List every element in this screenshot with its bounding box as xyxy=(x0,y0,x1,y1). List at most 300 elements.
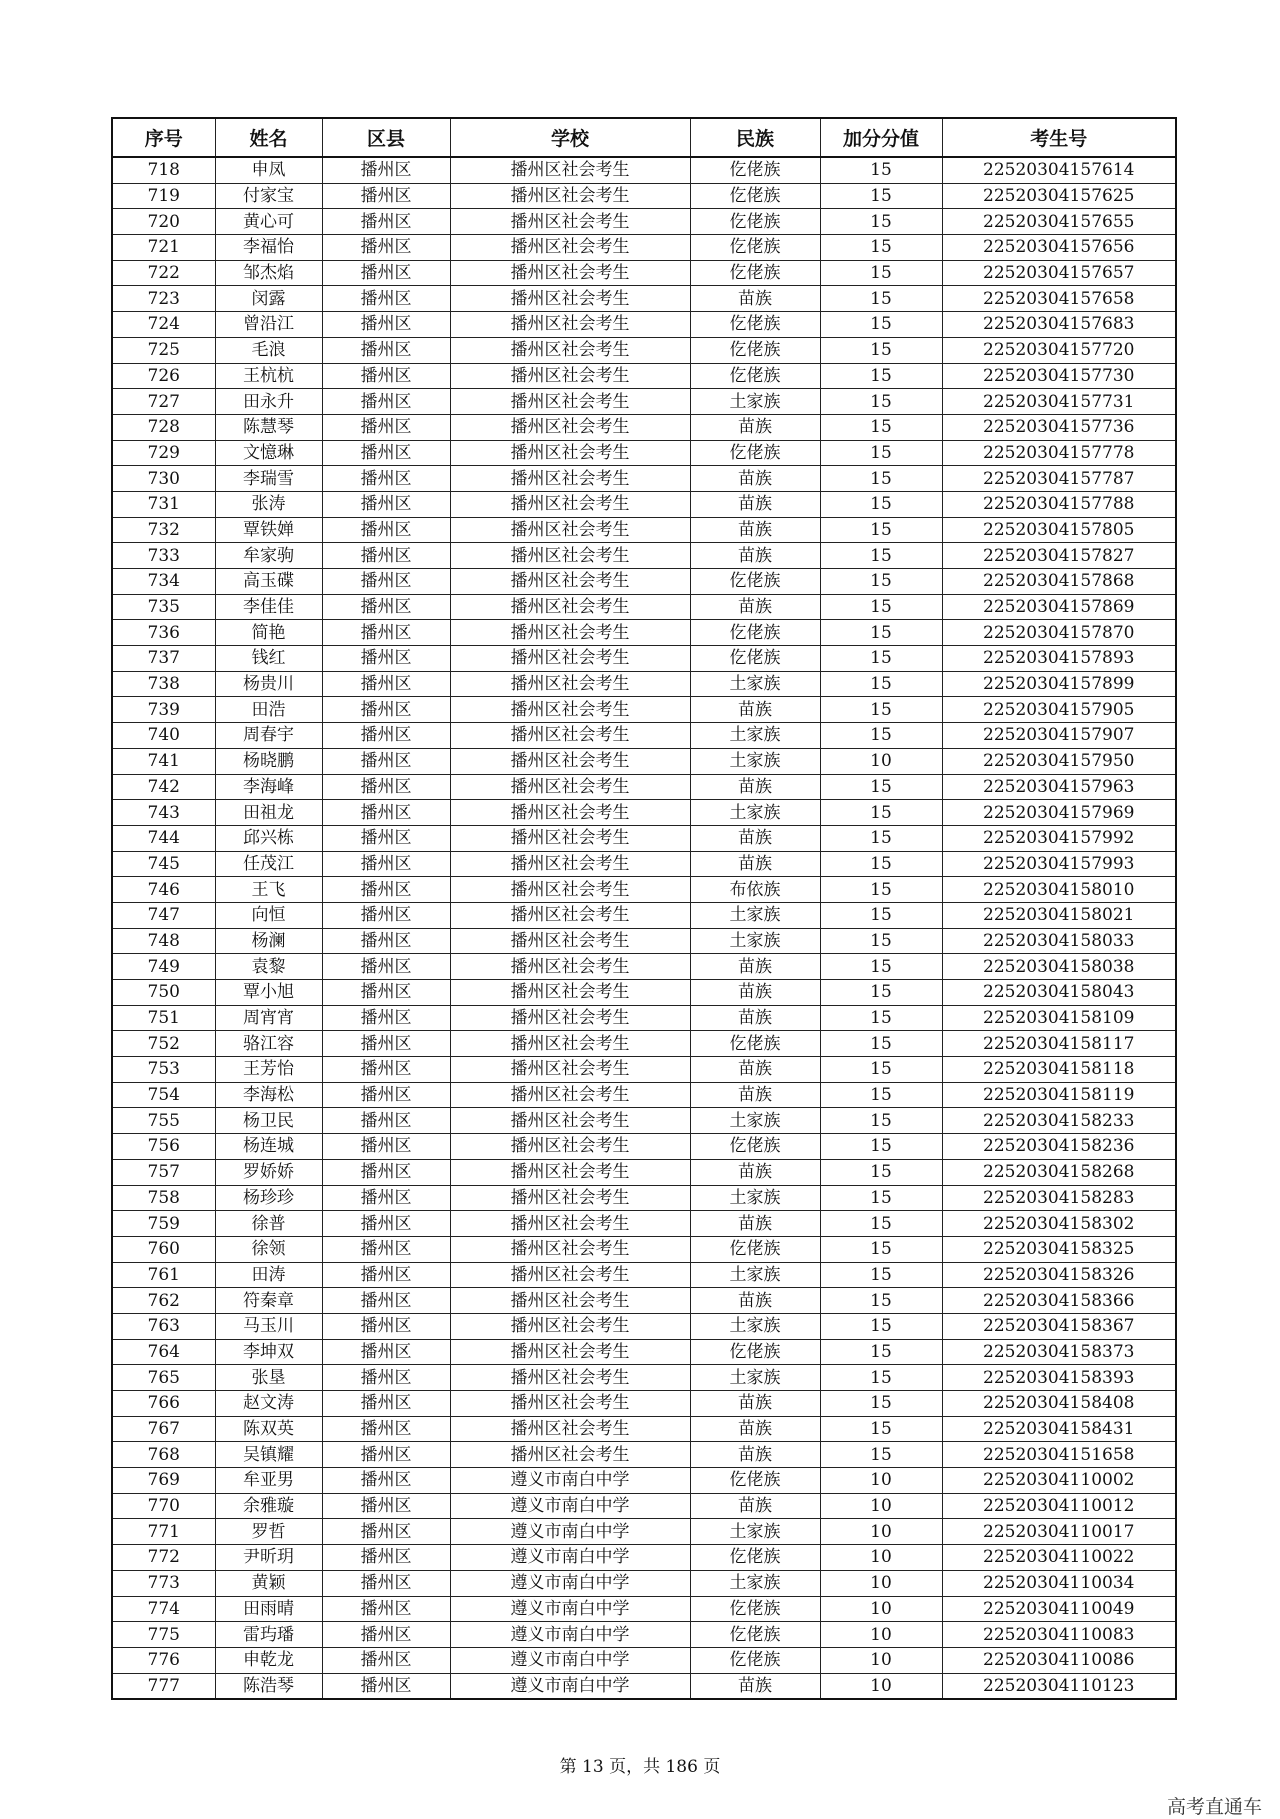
table-row xyxy=(112,954,1176,980)
cell-school: 播州区社会考生 xyxy=(450,620,690,646)
cell-exam-id: 22520304158021 xyxy=(942,902,1176,928)
cell-district: 播州区 xyxy=(322,1442,450,1468)
table-row xyxy=(112,1596,1176,1622)
cell-exam-id: 22520304158038 xyxy=(942,954,1176,980)
cell-ethnicity: 仡佬族 xyxy=(690,569,820,595)
cell-school: 播州区社会考生 xyxy=(450,517,690,543)
cell-serial: 749 xyxy=(112,954,215,980)
cell-serial: 777 xyxy=(112,1673,215,1699)
cell-exam-id: 22520304158325 xyxy=(942,1236,1176,1262)
cell-school: 播州区社会考生 xyxy=(450,723,690,749)
cell-exam-id: 22520304158236 xyxy=(942,1134,1176,1160)
cell-ethnicity: 仡佬族 xyxy=(690,260,820,286)
cell-serial: 773 xyxy=(112,1570,215,1596)
cell-district: 播州区 xyxy=(322,697,450,723)
cell-name: 任茂江 xyxy=(215,851,322,877)
cell-bonus: 15 xyxy=(820,774,942,800)
cell-school: 播州区社会考生 xyxy=(450,543,690,569)
cell-bonus: 15 xyxy=(820,543,942,569)
cell-school: 播州区社会考生 xyxy=(450,1108,690,1134)
cell-school: 遵义市南白中学 xyxy=(450,1570,690,1596)
cell-bonus: 15 xyxy=(820,569,942,595)
cell-school: 播州区社会考生 xyxy=(450,1313,690,1339)
cell-school: 遵义市南白中学 xyxy=(450,1673,690,1699)
cell-school: 播州区社会考生 xyxy=(450,825,690,851)
cell-district: 播州区 xyxy=(322,825,450,851)
col-header-name: 姓名 xyxy=(215,118,322,157)
cell-exam-id: 22520304157805 xyxy=(942,517,1176,543)
cell-district: 播州区 xyxy=(322,440,450,466)
cell-serial: 718 xyxy=(112,157,215,183)
cell-district: 播州区 xyxy=(322,209,450,235)
cell-district: 播州区 xyxy=(322,1570,450,1596)
cell-district: 播州区 xyxy=(322,1339,450,1365)
cell-ethnicity: 苗族 xyxy=(690,517,820,543)
cell-bonus: 10 xyxy=(820,1673,942,1699)
cell-school: 播州区社会考生 xyxy=(450,1185,690,1211)
cell-name: 钱红 xyxy=(215,646,322,672)
cell-school: 播州区社会考生 xyxy=(450,466,690,492)
cell-district: 播州区 xyxy=(322,1468,450,1494)
cell-name: 吴镇耀 xyxy=(215,1442,322,1468)
cell-serial: 731 xyxy=(112,491,215,517)
table-row xyxy=(112,312,1176,338)
cell-ethnicity: 苗族 xyxy=(690,697,820,723)
table-row xyxy=(112,389,1176,415)
cell-serial: 727 xyxy=(112,389,215,415)
cell-district: 播州区 xyxy=(322,800,450,826)
cell-exam-id: 22520304110123 xyxy=(942,1673,1176,1699)
cell-serial: 737 xyxy=(112,646,215,672)
cell-district: 播州区 xyxy=(322,620,450,646)
cell-district: 播州区 xyxy=(322,1391,450,1417)
cell-name: 李瑞雪 xyxy=(215,466,322,492)
cell-district: 播州区 xyxy=(322,902,450,928)
cell-district: 播州区 xyxy=(322,260,450,286)
cell-exam-id: 22520304157655 xyxy=(942,209,1176,235)
cell-school: 播州区社会考生 xyxy=(450,363,690,389)
cell-exam-id: 22520304158283 xyxy=(942,1185,1176,1211)
cell-serial: 750 xyxy=(112,980,215,1006)
cell-ethnicity: 仡佬族 xyxy=(690,337,820,363)
table-row xyxy=(112,1057,1176,1083)
cell-ethnicity: 仡佬族 xyxy=(690,235,820,261)
cell-exam-id: 22520304157963 xyxy=(942,774,1176,800)
table-row xyxy=(112,800,1176,826)
cell-district: 播州区 xyxy=(322,1365,450,1391)
cell-ethnicity: 仡佬族 xyxy=(690,1622,820,1648)
cell-exam-id: 22520304158268 xyxy=(942,1159,1176,1185)
cell-name: 闵露 xyxy=(215,286,322,312)
cell-ethnicity: 苗族 xyxy=(690,1159,820,1185)
cell-serial: 768 xyxy=(112,1442,215,1468)
cell-exam-id: 22520304158393 xyxy=(942,1365,1176,1391)
cell-bonus: 15 xyxy=(820,260,942,286)
table-row xyxy=(112,1288,1176,1314)
cell-exam-id: 22520304158431 xyxy=(942,1416,1176,1442)
cell-bonus: 15 xyxy=(820,517,942,543)
cell-bonus: 15 xyxy=(820,440,942,466)
cell-serial: 745 xyxy=(112,851,215,877)
table-row xyxy=(112,337,1176,363)
cell-bonus: 15 xyxy=(820,1365,942,1391)
cell-exam-id: 22520304110034 xyxy=(942,1570,1176,1596)
cell-exam-id: 22520304157899 xyxy=(942,671,1176,697)
cell-ethnicity: 布依族 xyxy=(690,877,820,903)
cell-exam-id: 22520304158117 xyxy=(942,1031,1176,1057)
cell-ethnicity: 土家族 xyxy=(690,723,820,749)
cell-exam-id: 22520304157656 xyxy=(942,235,1176,261)
cell-school: 播州区社会考生 xyxy=(450,594,690,620)
cell-ethnicity: 苗族 xyxy=(690,774,820,800)
cell-ethnicity: 苗族 xyxy=(690,980,820,1006)
cell-bonus: 10 xyxy=(820,1493,942,1519)
cell-serial: 758 xyxy=(112,1185,215,1211)
cell-name: 陈双英 xyxy=(215,1416,322,1442)
cell-name: 邱兴栋 xyxy=(215,825,322,851)
cell-district: 播州区 xyxy=(322,1416,450,1442)
cell-exam-id: 22520304158367 xyxy=(942,1313,1176,1339)
cell-ethnicity: 苗族 xyxy=(690,491,820,517)
cell-district: 播州区 xyxy=(322,569,450,595)
cell-school: 播州区社会考生 xyxy=(450,1057,690,1083)
cell-district: 播州区 xyxy=(322,646,450,672)
cell-exam-id: 22520304157905 xyxy=(942,697,1176,723)
cell-school: 播州区社会考生 xyxy=(450,928,690,954)
cell-serial: 739 xyxy=(112,697,215,723)
cell-ethnicity: 苗族 xyxy=(690,594,820,620)
cell-name: 雷玙璠 xyxy=(215,1622,322,1648)
cell-district: 播州区 xyxy=(322,1031,450,1057)
cell-ethnicity: 土家族 xyxy=(690,1313,820,1339)
cell-district: 播州区 xyxy=(322,1493,450,1519)
cell-exam-id: 22520304110002 xyxy=(942,1468,1176,1494)
cell-bonus: 10 xyxy=(820,1519,942,1545)
cell-bonus: 15 xyxy=(820,1416,942,1442)
cell-name: 李福怡 xyxy=(215,235,322,261)
cell-ethnicity: 苗族 xyxy=(690,1673,820,1699)
cell-bonus: 15 xyxy=(820,594,942,620)
cell-bonus: 15 xyxy=(820,980,942,1006)
cell-name: 田祖龙 xyxy=(215,800,322,826)
cell-name: 罗哲 xyxy=(215,1519,322,1545)
cell-bonus: 15 xyxy=(820,1236,942,1262)
cell-district: 播州区 xyxy=(322,1211,450,1237)
cell-ethnicity: 仡佬族 xyxy=(690,440,820,466)
table-row xyxy=(112,594,1176,620)
cell-bonus: 10 xyxy=(820,1622,942,1648)
cell-school: 播州区社会考生 xyxy=(450,1365,690,1391)
cell-bonus: 10 xyxy=(820,1647,942,1673)
cell-exam-id: 22520304157787 xyxy=(942,466,1176,492)
cell-district: 播州区 xyxy=(322,491,450,517)
cell-serial: 762 xyxy=(112,1288,215,1314)
cell-ethnicity: 仡佬族 xyxy=(690,1647,820,1673)
cell-serial: 725 xyxy=(112,337,215,363)
cell-name: 王杭杭 xyxy=(215,363,322,389)
cell-ethnicity: 仡佬族 xyxy=(690,209,820,235)
cell-bonus: 15 xyxy=(820,1057,942,1083)
cell-ethnicity: 土家族 xyxy=(690,748,820,774)
cell-name: 余雅璇 xyxy=(215,1493,322,1519)
cell-bonus: 15 xyxy=(820,389,942,415)
table-row xyxy=(112,1262,1176,1288)
cell-district: 播州区 xyxy=(322,723,450,749)
cell-exam-id: 22520304157625 xyxy=(942,183,1176,209)
cell-ethnicity: 苗族 xyxy=(690,1211,820,1237)
cell-serial: 723 xyxy=(112,286,215,312)
cell-exam-id: 22520304157969 xyxy=(942,800,1176,826)
cell-serial: 722 xyxy=(112,260,215,286)
cell-name: 覃铁婵 xyxy=(215,517,322,543)
table-row xyxy=(112,1673,1176,1699)
cell-exam-id: 22520304157907 xyxy=(942,723,1176,749)
cell-name: 杨晓鹏 xyxy=(215,748,322,774)
cell-district: 播州区 xyxy=(322,954,450,980)
table-row xyxy=(112,1313,1176,1339)
table-row xyxy=(112,1339,1176,1365)
cell-school: 遵义市南白中学 xyxy=(450,1647,690,1673)
cell-serial: 765 xyxy=(112,1365,215,1391)
cell-school: 播州区社会考生 xyxy=(450,851,690,877)
cell-ethnicity: 仡佬族 xyxy=(690,363,820,389)
table-row xyxy=(112,723,1176,749)
cell-serial: 736 xyxy=(112,620,215,646)
table-row xyxy=(112,1365,1176,1391)
cell-name: 田浩 xyxy=(215,697,322,723)
table-row xyxy=(112,1493,1176,1519)
cell-serial: 753 xyxy=(112,1057,215,1083)
cell-district: 播州区 xyxy=(322,671,450,697)
cell-bonus: 15 xyxy=(820,466,942,492)
table-row xyxy=(112,543,1176,569)
cell-school: 播州区社会考生 xyxy=(450,697,690,723)
cell-name: 符秦章 xyxy=(215,1288,322,1314)
cell-school: 播州区社会考生 xyxy=(450,1391,690,1417)
cell-school: 播州区社会考生 xyxy=(450,209,690,235)
cell-bonus: 15 xyxy=(820,1134,942,1160)
cell-serial: 741 xyxy=(112,748,215,774)
cell-ethnicity: 仡佬族 xyxy=(690,1468,820,1494)
cell-bonus: 10 xyxy=(820,1596,942,1622)
cell-school: 播州区社会考生 xyxy=(450,235,690,261)
cell-exam-id: 22520304110012 xyxy=(942,1493,1176,1519)
cell-serial: 747 xyxy=(112,902,215,928)
cell-district: 播州区 xyxy=(322,312,450,338)
table-row xyxy=(112,157,1176,183)
cell-serial: 766 xyxy=(112,1391,215,1417)
cell-ethnicity: 苗族 xyxy=(690,466,820,492)
cell-ethnicity: 土家族 xyxy=(690,1108,820,1134)
cell-school: 播州区社会考生 xyxy=(450,1005,690,1031)
cell-school: 播州区社会考生 xyxy=(450,980,690,1006)
cell-school: 播州区社会考生 xyxy=(450,1211,690,1237)
table-row xyxy=(112,183,1176,209)
cell-name: 田雨晴 xyxy=(215,1596,322,1622)
cell-exam-id: 22520304158010 xyxy=(942,877,1176,903)
cell-exam-id: 22520304157736 xyxy=(942,414,1176,440)
table-row xyxy=(112,1005,1176,1031)
cell-ethnicity: 苗族 xyxy=(690,286,820,312)
cell-name: 周宵宵 xyxy=(215,1005,322,1031)
cell-ethnicity: 苗族 xyxy=(690,1493,820,1519)
cell-serial: 742 xyxy=(112,774,215,800)
cell-name: 马玉川 xyxy=(215,1313,322,1339)
cell-name: 杨卫民 xyxy=(215,1108,322,1134)
cell-district: 播州区 xyxy=(322,1622,450,1648)
cell-bonus: 15 xyxy=(820,235,942,261)
cell-district: 播州区 xyxy=(322,414,450,440)
cell-district: 播州区 xyxy=(322,774,450,800)
cell-name: 李海峰 xyxy=(215,774,322,800)
cell-bonus: 10 xyxy=(820,748,942,774)
cell-name: 罗娇娇 xyxy=(215,1159,322,1185)
cell-ethnicity: 土家族 xyxy=(690,1365,820,1391)
table-row xyxy=(112,1416,1176,1442)
cell-serial: 733 xyxy=(112,543,215,569)
table-row xyxy=(112,1031,1176,1057)
cell-school: 播州区社会考生 xyxy=(450,774,690,800)
cell-school: 播州区社会考生 xyxy=(450,260,690,286)
cell-district: 播州区 xyxy=(322,877,450,903)
cell-school: 播州区社会考生 xyxy=(450,389,690,415)
cell-serial: 724 xyxy=(112,312,215,338)
cell-bonus: 15 xyxy=(820,157,942,183)
table-row xyxy=(112,980,1176,1006)
col-header-district: 区县 xyxy=(322,118,450,157)
cell-serial: 735 xyxy=(112,594,215,620)
cell-ethnicity: 仡佬族 xyxy=(690,1545,820,1571)
cell-bonus: 15 xyxy=(820,183,942,209)
cell-ethnicity: 苗族 xyxy=(690,825,820,851)
table-row xyxy=(112,209,1176,235)
cell-district: 播州区 xyxy=(322,1057,450,1083)
cell-bonus: 15 xyxy=(820,697,942,723)
table-row xyxy=(112,414,1176,440)
cell-bonus: 15 xyxy=(820,1339,942,1365)
cell-ethnicity: 苗族 xyxy=(690,543,820,569)
cell-exam-id: 22520304158366 xyxy=(942,1288,1176,1314)
table-row xyxy=(112,260,1176,286)
cell-bonus: 15 xyxy=(820,1159,942,1185)
cell-district: 播州区 xyxy=(322,1288,450,1314)
table-row xyxy=(112,1108,1176,1134)
cell-name: 徐普 xyxy=(215,1211,322,1237)
cell-ethnicity: 苗族 xyxy=(690,1288,820,1314)
cell-school: 播州区社会考生 xyxy=(450,1031,690,1057)
table-row xyxy=(112,491,1176,517)
cell-bonus: 15 xyxy=(820,209,942,235)
cell-serial: 757 xyxy=(112,1159,215,1185)
cell-serial: 767 xyxy=(112,1416,215,1442)
cell-name: 牟家驹 xyxy=(215,543,322,569)
cell-bonus: 10 xyxy=(820,1468,942,1494)
cell-bonus: 15 xyxy=(820,851,942,877)
cell-name: 陈慧琴 xyxy=(215,414,322,440)
cell-ethnicity: 仡佬族 xyxy=(690,183,820,209)
cell-school: 播州区社会考生 xyxy=(450,491,690,517)
cell-exam-id: 22520304157827 xyxy=(942,543,1176,569)
cell-exam-id: 22520304110086 xyxy=(942,1647,1176,1673)
cell-name: 李海松 xyxy=(215,1082,322,1108)
cell-ethnicity: 仡佬族 xyxy=(690,157,820,183)
cell-serial: 743 xyxy=(112,800,215,826)
cell-name: 曾沿江 xyxy=(215,312,322,338)
cell-exam-id: 22520304110022 xyxy=(942,1545,1176,1571)
cell-district: 播州区 xyxy=(322,1005,450,1031)
cell-district: 播州区 xyxy=(322,1262,450,1288)
cell-name: 王芳怡 xyxy=(215,1057,322,1083)
watermark-text: 高考直通车 xyxy=(1166,1796,1262,1818)
cell-ethnicity: 仡佬族 xyxy=(690,1134,820,1160)
table-row xyxy=(112,1570,1176,1596)
cell-serial: 756 xyxy=(112,1134,215,1160)
cell-exam-id: 22520304157778 xyxy=(942,440,1176,466)
cell-name: 文憶琳 xyxy=(215,440,322,466)
cell-school: 播州区社会考生 xyxy=(450,877,690,903)
cell-exam-id: 22520304157614 xyxy=(942,157,1176,183)
cell-exam-id: 22520304157950 xyxy=(942,748,1176,774)
cell-ethnicity: 仡佬族 xyxy=(690,312,820,338)
cell-school: 播州区社会考生 xyxy=(450,671,690,697)
cell-ethnicity: 仡佬族 xyxy=(690,620,820,646)
cell-serial: 776 xyxy=(112,1647,215,1673)
cell-district: 播州区 xyxy=(322,1673,450,1699)
cell-exam-id: 22520304158373 xyxy=(942,1339,1176,1365)
col-header-serial: 序号 xyxy=(112,118,215,157)
cell-exam-id: 22520304157657 xyxy=(942,260,1176,286)
table-row xyxy=(112,851,1176,877)
cell-district: 播州区 xyxy=(322,157,450,183)
cell-serial: 748 xyxy=(112,928,215,954)
cell-bonus: 15 xyxy=(820,1442,942,1468)
table-row xyxy=(112,748,1176,774)
cell-district: 播州区 xyxy=(322,1134,450,1160)
cell-district: 播州区 xyxy=(322,286,450,312)
cell-district: 播州区 xyxy=(322,594,450,620)
cell-district: 播州区 xyxy=(322,928,450,954)
cell-ethnicity: 苗族 xyxy=(690,1442,820,1468)
table-row xyxy=(112,928,1176,954)
table-row xyxy=(112,286,1176,312)
cell-school: 播州区社会考生 xyxy=(450,646,690,672)
cell-name: 李佳佳 xyxy=(215,594,322,620)
table-row xyxy=(112,1185,1176,1211)
cell-school: 播州区社会考生 xyxy=(450,800,690,826)
cell-exam-id: 22520304157683 xyxy=(942,312,1176,338)
cell-school: 播州区社会考生 xyxy=(450,1082,690,1108)
cell-exam-id: 22520304110049 xyxy=(942,1596,1176,1622)
cell-name: 尹昕玥 xyxy=(215,1545,322,1571)
table-body xyxy=(112,157,1176,1699)
cell-ethnicity: 仡佬族 xyxy=(690,1031,820,1057)
cell-bonus: 15 xyxy=(820,491,942,517)
cell-district: 播州区 xyxy=(322,1236,450,1262)
cell-serial: 752 xyxy=(112,1031,215,1057)
cell-bonus: 15 xyxy=(820,825,942,851)
table-row xyxy=(112,774,1176,800)
cell-name: 杨贵川 xyxy=(215,671,322,697)
cell-name: 杨连城 xyxy=(215,1134,322,1160)
cell-serial: 740 xyxy=(112,723,215,749)
cell-serial: 720 xyxy=(112,209,215,235)
cell-exam-id: 22520304157869 xyxy=(942,594,1176,620)
cell-serial: 774 xyxy=(112,1596,215,1622)
cell-serial: 719 xyxy=(112,183,215,209)
cell-bonus: 10 xyxy=(820,1570,942,1596)
cell-name: 黄颖 xyxy=(215,1570,322,1596)
cell-exam-id: 22520304157868 xyxy=(942,569,1176,595)
